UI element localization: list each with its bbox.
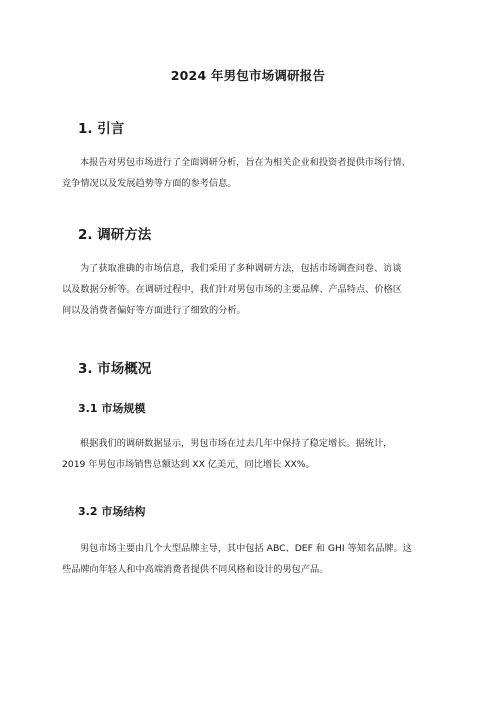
subsection-heading-market-size: 3.1 市场规模 [78, 402, 146, 415]
introduction-paragraph [62, 152, 442, 194]
paragraph-line: 男包市场主要由几个大型品牌主导，其中包括 ABC、DEF 和 GHI 等知名品牌。这 [80, 543, 412, 554]
paragraph-line: 根据我们的调研数据显示，男包市场在过去几年中保持了稳定增长。据统计， [80, 438, 393, 449]
report-title: 2024 年男包市场调研报告 [170, 68, 326, 83]
paragraph-line: 以及数据分析等。在调研过程中，我们针对男包市场的主要品牌、产品特点、价格区 [62, 284, 402, 295]
methodology-paragraph [62, 258, 442, 321]
paragraph-line: 些品牌向年轻人和中高端消费者提供不同风格和设计的男包产品。 [62, 564, 329, 575]
paragraph-line: 为了获取准确的市场信息，我们采用了多种调研方法，包括市场调查问卷、访谈 [80, 263, 402, 274]
subsection-heading-market-structure: 3.2 市场结构 [78, 505, 146, 518]
section-heading-methodology: 2. 调研方法 [78, 227, 152, 243]
section-heading-market-overview: 3. 市场概况 [78, 361, 152, 377]
market-size-paragraph [62, 433, 442, 475]
paragraph-line: 间以及消费者偏好等方面进行了细致的分析。 [62, 305, 246, 316]
paragraph-line: 竞争情况以及发展趋势等方面的参考信息。 [62, 178, 237, 189]
paragraph-line: 2019 年男包市场销售总额达到 XX 亿美元，同比增长 XX%。 [62, 459, 315, 470]
section-heading-introduction: 1. 引言 [78, 121, 125, 137]
market-structure-paragraph [62, 538, 442, 580]
paragraph-line: 本报告对男包市场进行了全面调研分析，旨在为相关企业和投资者提供市场行情、 [80, 157, 411, 168]
